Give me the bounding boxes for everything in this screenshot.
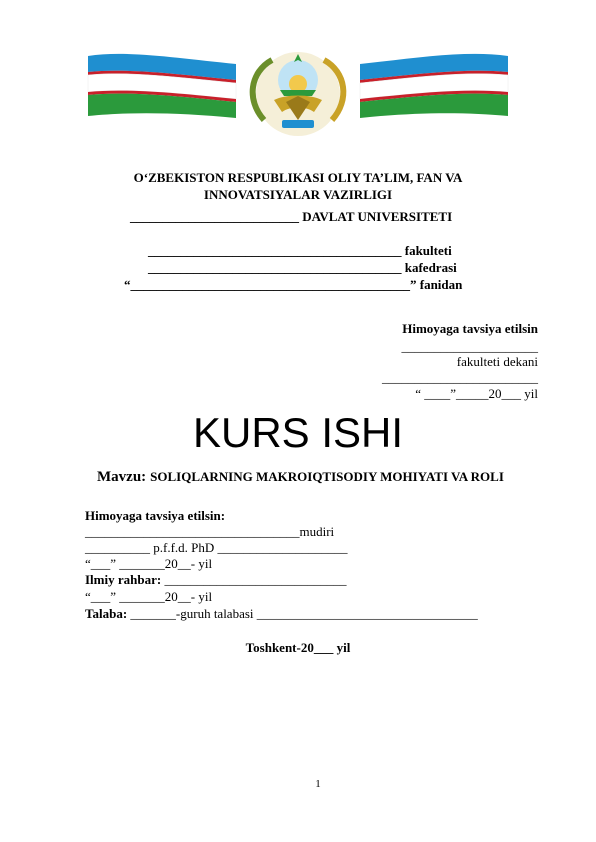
supervisor-line — [85, 572, 346, 588]
department-line: _______________________________________ kafedrasi — [148, 260, 457, 275]
university-line: __________________________ DAVLAT UNIVERSITETI — [130, 209, 453, 224]
faculty-line: _______________________________________ fakulteti — [148, 243, 452, 258]
approval-signature-line: _____________________ — [401, 339, 538, 354]
topic-label: Mavzu: — [97, 469, 147, 485]
supervisor-date: “___” _______20__- yil — [85, 589, 213, 604]
approval-title: Himoyaga tavsiya etilsin — [402, 321, 538, 336]
approval-date: “ ____”_____20___ yil — [415, 386, 538, 401]
document-title: KURS ISHI — [192, 409, 404, 456]
defense-date: “___” _______20__- yil — [85, 556, 213, 571]
page-number: 1 — [315, 778, 321, 790]
defense-title: Himoyaga tavsiya etilsin: — [85, 508, 226, 523]
approval-dean-label: fakulteti dekani — [456, 354, 538, 369]
supervisor-signature-line: ____________________________ — [164, 572, 347, 587]
coat-of-arms-icon — [253, 52, 344, 136]
defense-pffd-line: __________ p.f.f.d. PhD ____________________ — [85, 540, 348, 555]
student-group-text: _______-guruh talabasi __________________________________ — [130, 606, 478, 621]
defense-head-line: _________________________________mudiri — [85, 524, 335, 539]
approval-signature-line-2: ________________________ — [382, 370, 538, 385]
ministry-line-2: INNOVATSIYALAR VAZIRLIGI — [203, 187, 393, 202]
supervisor-label: Ilmiy rahbar: — [85, 572, 162, 587]
subject-line: “___________________________________________” fanidan — [124, 277, 463, 292]
student-label: Talaba: — [85, 606, 128, 621]
ministry-line-1: O‘ZBEKISTON RESPUBLIKASI OLIY TA’LIM, FAN VA — [133, 170, 463, 185]
student-line — [85, 606, 478, 622]
city-year: Toshkent-20___ yil — [245, 640, 351, 655]
flag-left — [88, 54, 236, 118]
topic-text: SOLIQLARNING MAKROIQTISODIY MOHIYATI VA ROLI — [150, 469, 504, 484]
flag-right — [360, 54, 508, 118]
topic-line — [97, 468, 504, 486]
state-emblem-banner — [86, 50, 510, 138]
